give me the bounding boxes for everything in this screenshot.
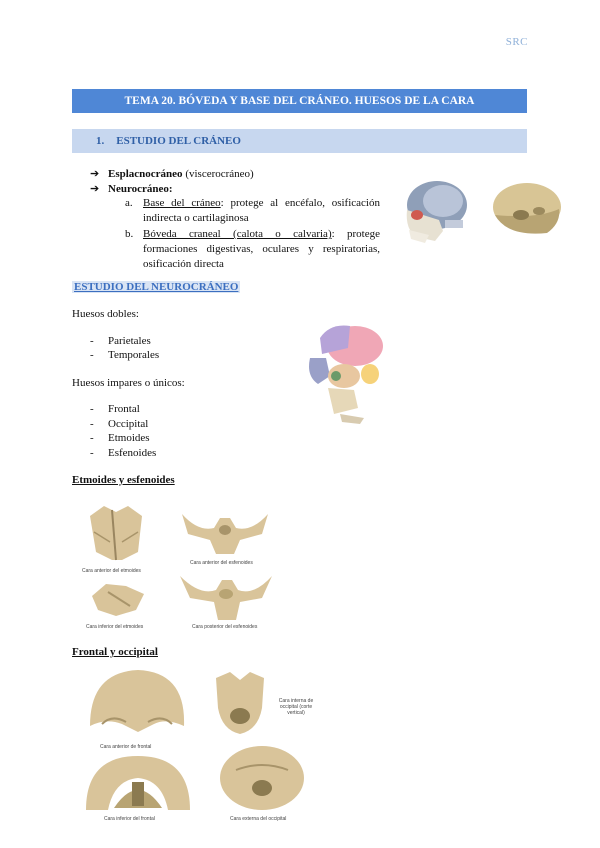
- caption: Cara anterior del etmoides: [82, 568, 141, 574]
- base-craneo-desc: : protege al encéfalo, osificación indirecta o cartilaginosa: [143, 197, 380, 224]
- occipital-interior-image: [208, 668, 272, 740]
- frontal-inferior-image: [82, 752, 194, 814]
- sub-letter: a.: [125, 197, 133, 209]
- impares-label: Huesos impares o únicos:: [72, 377, 185, 389]
- list-item: - Temporales: [90, 349, 160, 361]
- boveda-desc: : protege formaciones digestivas, oculares y respiratorias, osificación directa: [143, 228, 380, 270]
- section-heading: [72, 129, 527, 153]
- list-item: - Etmoides: [90, 432, 150, 444]
- list-item: - Frontal: [90, 403, 140, 415]
- etmoides-heading: Etmoides y esfenoides: [72, 474, 175, 486]
- list-item: - Parietales: [90, 335, 151, 347]
- arrow-icon: ➔: [90, 168, 100, 180]
- bone-parietales: Parietales: [108, 335, 151, 347]
- list-item: - Esfenoides: [90, 447, 157, 459]
- bone-esfenoides: Esfenoides: [108, 447, 157, 459]
- caption: Cara anterior del esfenoides: [190, 560, 253, 566]
- frontal-heading: Frontal y occipital: [72, 646, 158, 658]
- neuro-title: ESTUDIO DEL NEUROCRÁNEO: [74, 281, 239, 293]
- arrow-icon: ➔: [90, 183, 100, 195]
- caption: Cara anterior de frontal: [100, 744, 152, 750]
- bone-temporales: Temporales: [108, 349, 160, 361]
- caption: Cara inferior del etmoides: [86, 624, 144, 630]
- caption: Cara inferior del frontal: [104, 816, 155, 822]
- list-item-esplacnocraneo: [90, 167, 254, 180]
- caption: Cara posterior del esfenoides: [192, 624, 258, 630]
- term-base-craneo: Base del cráneo: [143, 197, 221, 209]
- caption: Cara externa del occipital: [230, 816, 287, 822]
- sublist-item-base: [125, 196, 380, 226]
- frontal-anterior-image: [86, 666, 188, 738]
- sub-letter: b.: [125, 228, 134, 240]
- caption: Cara interna de occipital (corte vertical): [278, 698, 314, 716]
- etmoides-anterior-image: [82, 502, 152, 564]
- bone-etmoides: Etmoides: [108, 432, 150, 444]
- esfenoides-posterior-image: [176, 570, 276, 624]
- term-esplacnocraneo-desc: (viscerocráneo): [182, 168, 254, 180]
- bone-occipital: Occipital: [108, 418, 149, 430]
- esfenoides-anterior-image: [178, 504, 272, 556]
- term-neurocraneo: Neurocráneo:: [108, 183, 173, 195]
- occipital-exterior-image: [216, 740, 308, 814]
- exploded-skull-image: [300, 318, 390, 426]
- list-item: - Occipital: [90, 418, 149, 430]
- sublist-item-boveda: [125, 227, 380, 272]
- term-esplacnocraneo: Esplacnocráneo: [108, 168, 183, 180]
- skull-lateral-image: [395, 175, 475, 250]
- etmoides-inferior-image: [86, 576, 152, 622]
- bone-frontal: Frontal: [108, 403, 140, 415]
- skull-base-image: [487, 175, 567, 245]
- list-item-neurocraneo: [90, 182, 173, 195]
- section-number: 1.: [96, 135, 105, 147]
- term-boveda: Bóveda craneal (calota o calvaria): [143, 228, 332, 240]
- page-title: TEMA 20. BÓVEDA Y BASE DEL CRÁNEO. HUESOS DE LA CARA: [72, 89, 527, 113]
- section-label: ESTUDIO DEL CRÁNEO: [116, 135, 241, 147]
- header-code: SRC: [505, 36, 528, 48]
- dobles-label: Huesos dobles:: [72, 308, 139, 320]
